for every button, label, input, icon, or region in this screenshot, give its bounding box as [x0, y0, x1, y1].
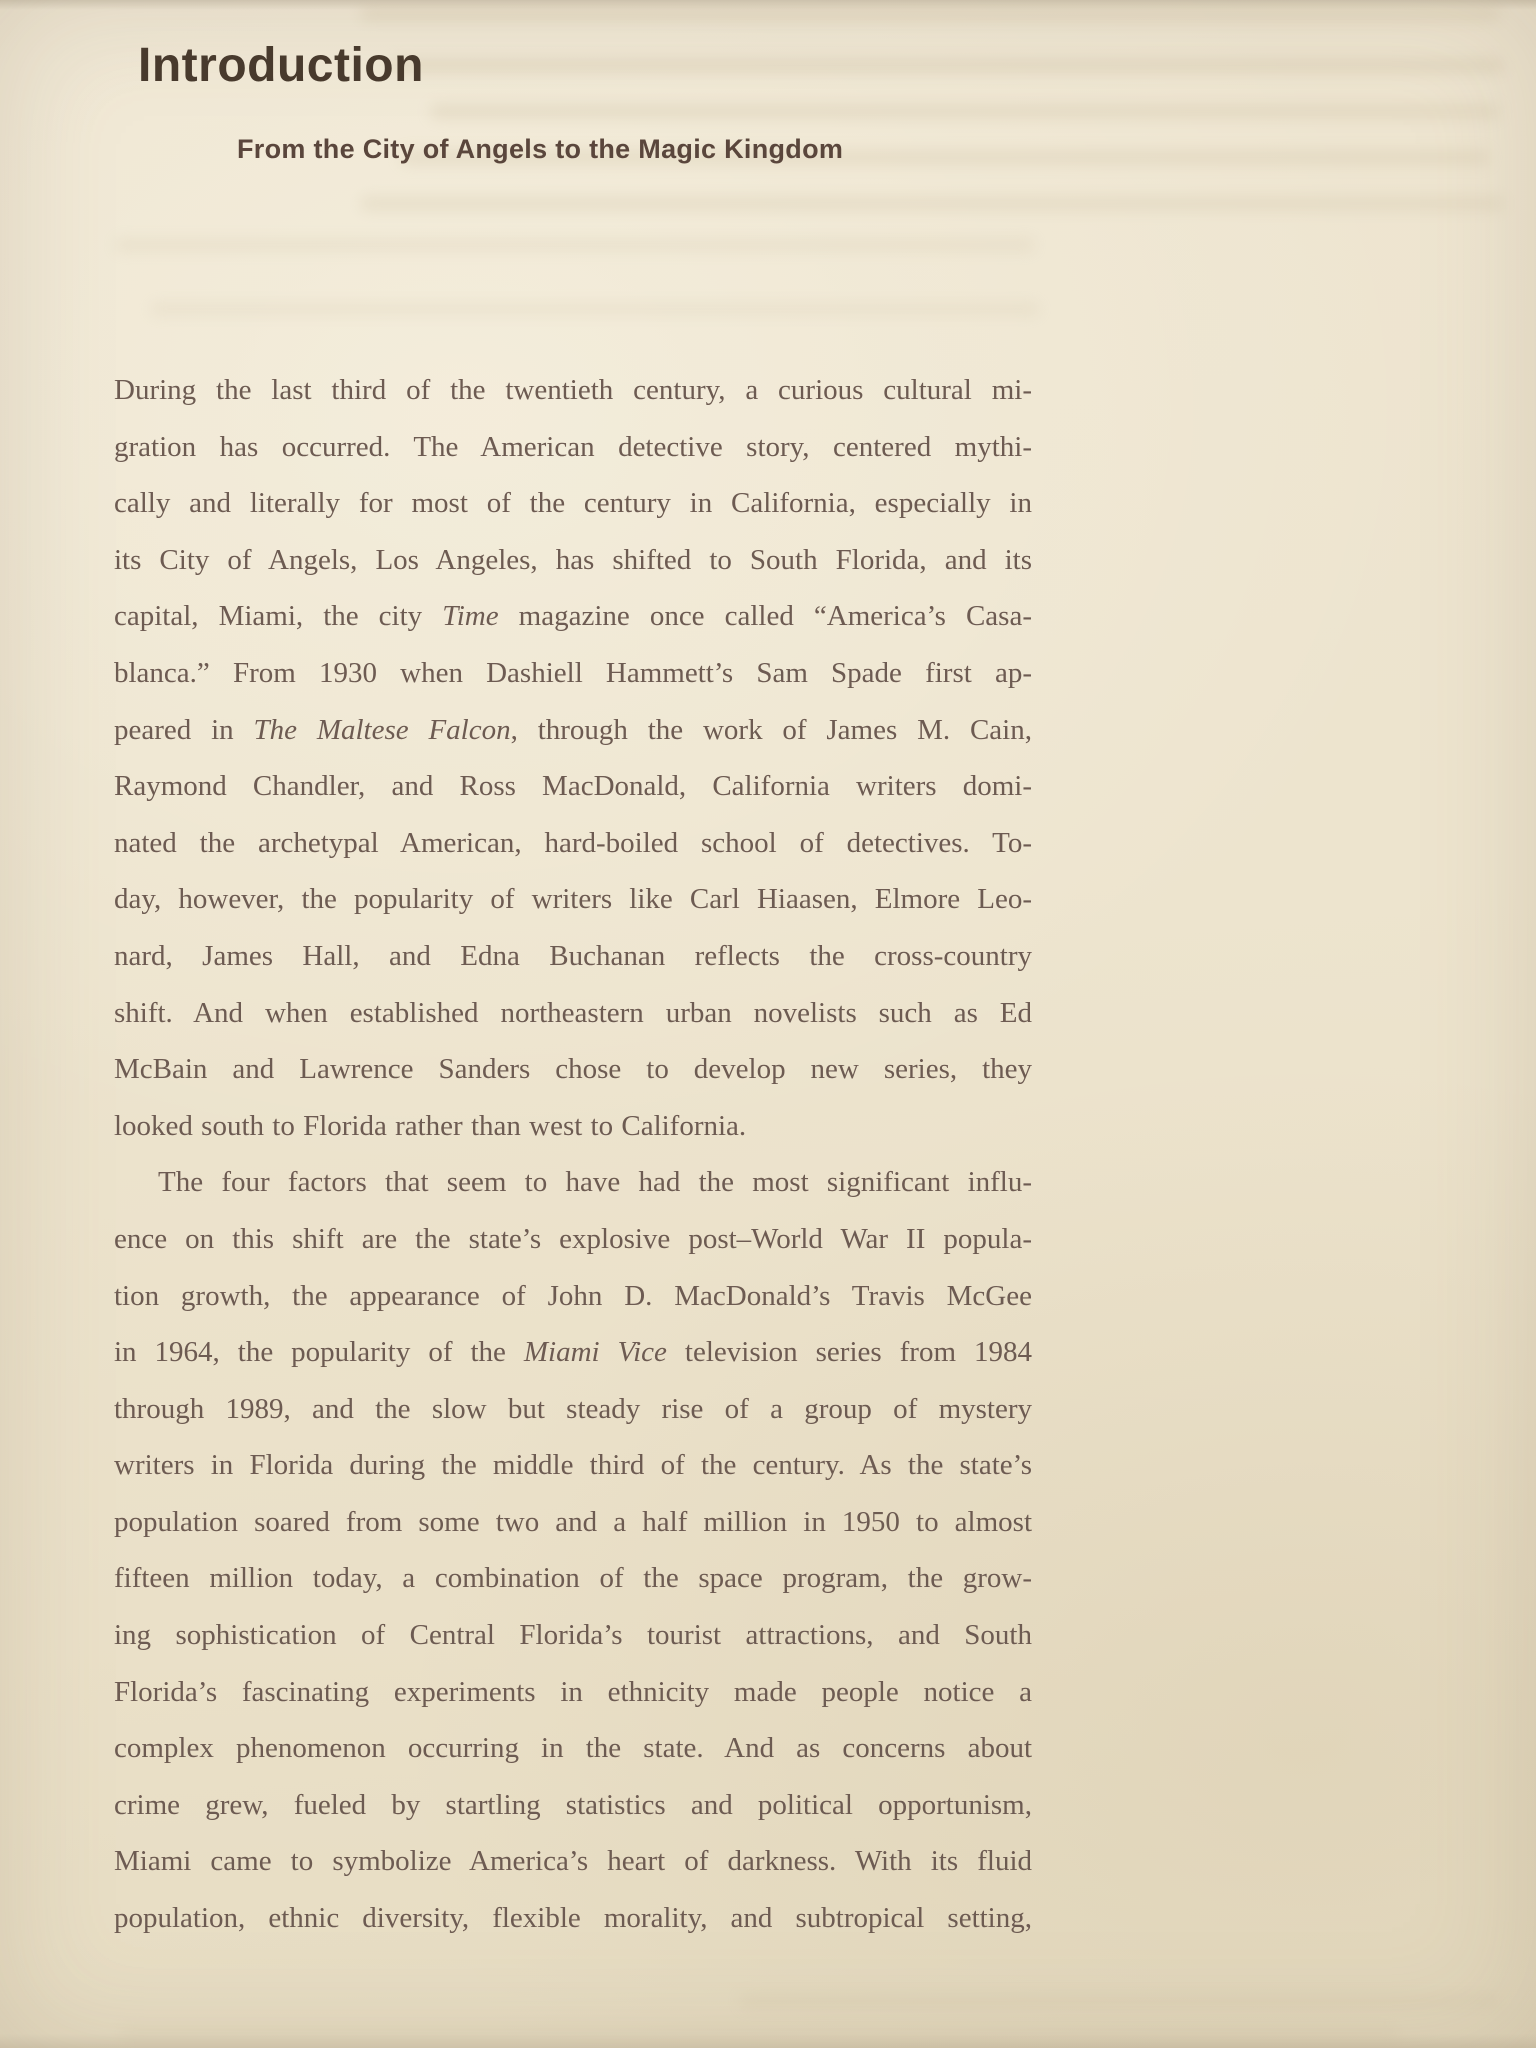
text-line: in 1964, the popularity of the Miami Vice television series from 1984	[114, 1336, 1032, 1369]
text-line: During the last third of the twentieth century, a curious cultural mi-	[114, 374, 1032, 406]
text-line: Raymond Chandler, and Ross MacDonald, California writers domi-	[114, 770, 1032, 803]
text-line: McBain and Lawrence Sanders chose to develop new series, they	[114, 1053, 1032, 1086]
text-line: ing sophistication of Central Florida’s tourist attractions, and South	[114, 1619, 1032, 1652]
text-line: crime grew, fueled by startling statistics and political opportunism,	[114, 1788, 1032, 1821]
text-line: day, however, the popularity of writers like Carl Hiaasen, Elmore Leo-	[114, 883, 1032, 916]
text-line: its City of Angels, Los Angeles, has shifted to South Florida, and its	[114, 543, 1032, 576]
text-line: nard, James Hall, and Edna Buchanan reflects the cross-country	[114, 939, 1032, 972]
text-line: capital, Miami, the city Time magazine once called “America’s Casa-	[114, 600, 1032, 633]
text-line: ence on this shift are the state’s explosive post–World War II popula-	[114, 1222, 1032, 1255]
body-text	[114, 362, 1032, 1947]
text-line: shift. And when established northeastern urban novelists such as Ed	[114, 996, 1032, 1029]
page-showthrough	[360, 196, 1505, 211]
page-subtitle: From the City of Angels to the Magic Kingdom	[237, 134, 844, 164]
text-line: cally and literally for most of the century in California, especially in	[114, 487, 1032, 520]
text-line: through 1989, and the slow but steady rise of a group of mystery	[114, 1392, 1032, 1425]
text-line: gration has occurred. The American detective story, centered mythi-	[114, 430, 1032, 463]
text-line: complex phenomenon occurring in the state. And as concerns about	[114, 1732, 1032, 1765]
page-showthrough	[115, 238, 1035, 252]
page-showthrough	[430, 104, 1500, 119]
page-showthrough	[360, 6, 1500, 21]
text-line: fifteen million today, a combination of the space program, the grow-	[114, 1562, 1032, 1595]
text-line: Florida’s fascinating experiments in ethnicity made people notice a	[114, 1675, 1032, 1708]
text-line: blanca.” From 1930 when Dashiell Hammett’s Sam Spade first ap-	[114, 656, 1032, 689]
page-title: Introduction	[138, 39, 424, 92]
page-showthrough	[390, 58, 1505, 73]
text-line: Miami came to symbolize America’s heart of darkness. With its fluid	[114, 1845, 1032, 1878]
page-showthrough	[740, 1994, 1500, 2008]
text-line: looked south to Florida rather than west to California.	[114, 1109, 747, 1142]
text-line: tion growth, the appearance of John D. MacDonald’s Travis McGee	[114, 1279, 1032, 1312]
text-line: writers in Florida during the middle third of the century. As the state’s	[114, 1449, 1032, 1482]
text-line: peared in The Maltese Falcon, through the work of James M. Cain,	[114, 713, 1032, 746]
text-line: population, ethnic diversity, flexible morality, and subtropical setting,	[114, 1902, 1032, 1935]
text-line: population soared from some two and a half million in 1950 to almost	[114, 1505, 1032, 1538]
text-line: nated the archetypal American, hard-boiled school of detectives. To-	[114, 826, 1032, 859]
page-showthrough	[150, 302, 1040, 316]
text-line: The four factors that seem to have had the most significant influ-	[158, 1166, 1032, 1199]
page-showthrough	[120, 2026, 1400, 2040]
